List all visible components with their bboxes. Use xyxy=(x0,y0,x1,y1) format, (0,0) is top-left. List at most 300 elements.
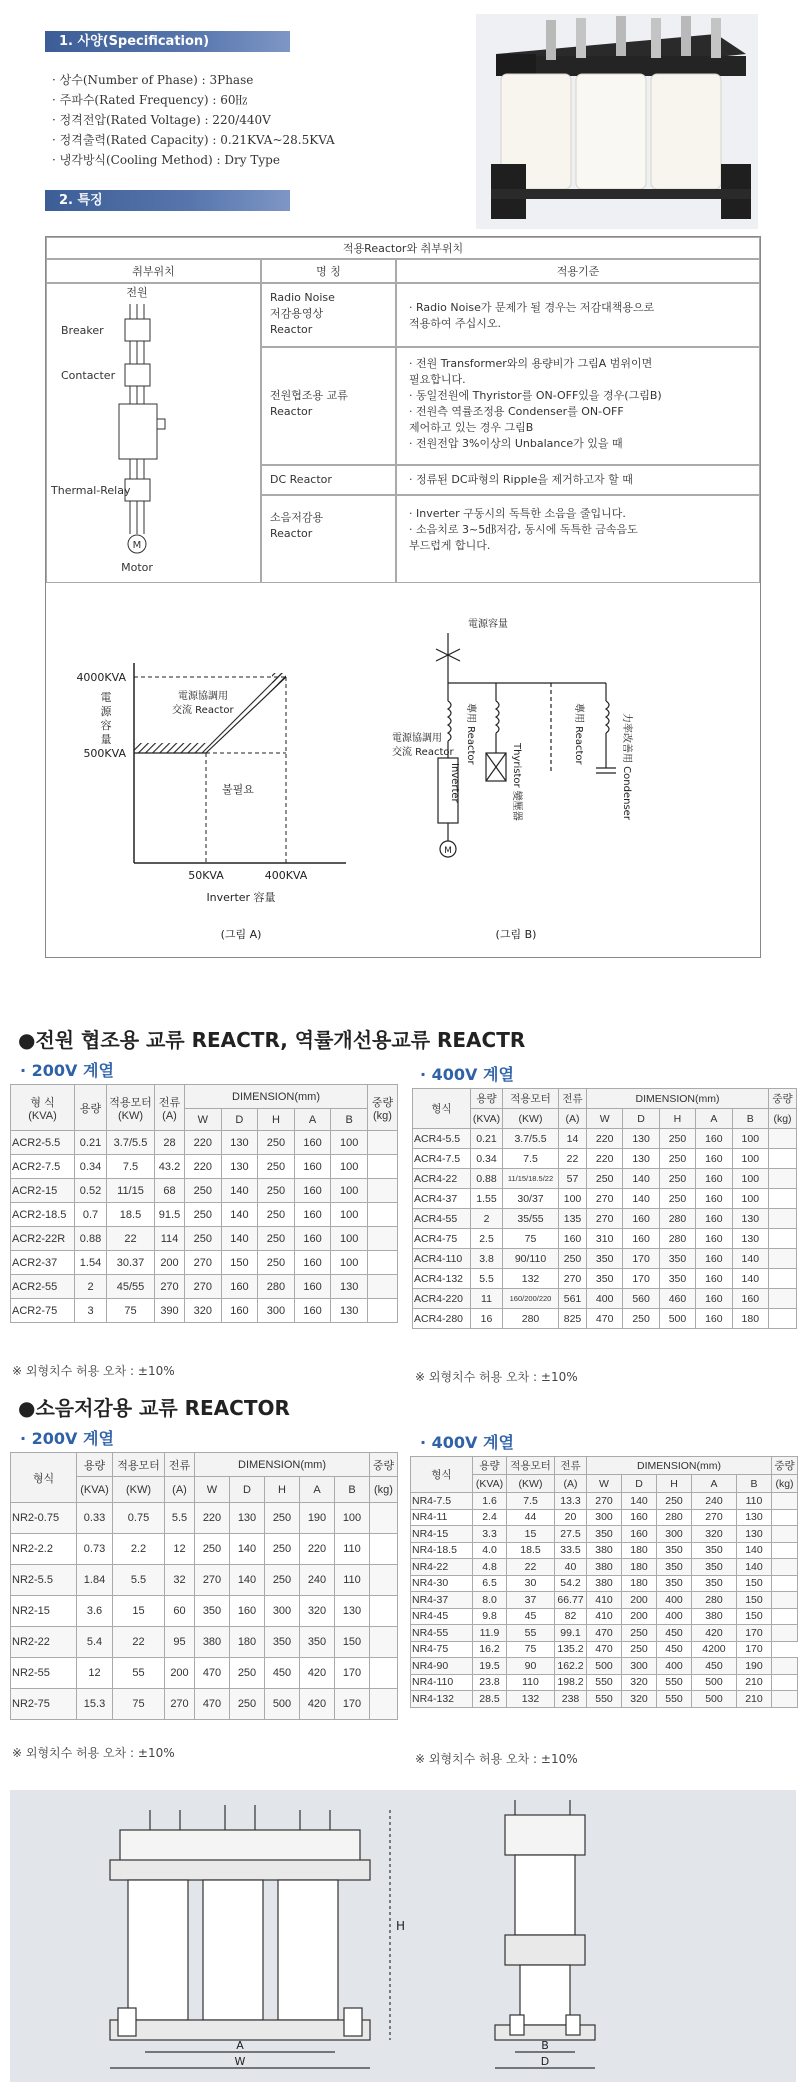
table-cell: ACR4-75 xyxy=(413,1229,471,1249)
table-cell: 160 xyxy=(696,1269,732,1289)
table-cell: 180 xyxy=(230,1627,265,1658)
fig-b-dedicated-1: 專用 Reactor xyxy=(465,703,476,765)
table-cell: 250 xyxy=(622,1625,657,1642)
col-b: B xyxy=(732,1109,768,1129)
circuit-breaker-label: Breaker xyxy=(61,324,104,337)
table-cell: 0.34 xyxy=(75,1155,107,1179)
table-cell: 35/55 xyxy=(503,1209,559,1229)
fig-a-region-none: 불필요 xyxy=(222,783,254,796)
table-cell xyxy=(772,1542,798,1559)
table-cell: 550 xyxy=(587,1674,622,1691)
table-cell: 32 xyxy=(165,1565,195,1596)
criteria-line: · Radio Noise가 문제가 될 경우는 저감대책용으로 xyxy=(409,301,655,314)
features-section-title: 2. 특징 xyxy=(45,190,290,211)
table-cell xyxy=(769,1149,797,1169)
table-cell: 130 xyxy=(335,1596,370,1627)
table-cell: 160 xyxy=(696,1289,732,1309)
table-cell: 110 xyxy=(507,1674,555,1691)
table-cell: 190 xyxy=(736,1658,771,1675)
table-cell: ACR2-7.5 xyxy=(11,1155,75,1179)
table-cell: 270 xyxy=(587,1209,623,1229)
criteria-line: · 전원 Transformer와의 용량비가 그림A 범위이면 xyxy=(409,357,653,370)
fig-b-motor-symbol: M xyxy=(444,846,452,856)
table-cell xyxy=(769,1249,797,1269)
table-cell: 280 xyxy=(503,1309,559,1329)
table-cell: 18.5 xyxy=(107,1203,155,1227)
table-cell: 140 xyxy=(230,1534,265,1565)
table-cell: NR4-45 xyxy=(411,1608,473,1625)
table-cell: 11.9 xyxy=(473,1625,507,1642)
dim-d-label: D xyxy=(540,2055,550,2068)
table-cell xyxy=(769,1269,797,1289)
table-cell: 270 xyxy=(692,1509,737,1526)
table-cell: 180 xyxy=(622,1542,657,1559)
table-cell: 160 xyxy=(294,1203,331,1227)
table-cell: 270 xyxy=(559,1269,587,1289)
table-cell xyxy=(772,1526,798,1543)
table-cell: 1.54 xyxy=(75,1251,107,1275)
table-cell: NR4-37 xyxy=(411,1592,473,1609)
table-cell: 210 xyxy=(736,1674,771,1691)
table-cell xyxy=(370,1627,398,1658)
table-cell: 250 xyxy=(622,1641,657,1658)
fig-b-thyristor: Thyristor 變壓器 xyxy=(511,743,522,821)
table-cell: 30/37 xyxy=(503,1189,559,1209)
col-h: H xyxy=(265,1477,300,1503)
table-cell: 150 xyxy=(736,1592,771,1609)
table-cell: 100 xyxy=(331,1227,368,1251)
table-cell: 410 xyxy=(587,1592,622,1609)
circuit-contacter-label: Contacter xyxy=(61,369,116,382)
table-cell: ACR2-18.5 xyxy=(11,1203,75,1227)
table-cell: 380 xyxy=(587,1559,622,1576)
table-cell: 160/200/220 xyxy=(503,1289,559,1309)
nr-400v-note: ※ 외형치수 허용 오차 : ±10% xyxy=(415,1752,578,1766)
table-cell: 140 xyxy=(732,1269,768,1289)
table-cell: 4.8 xyxy=(473,1559,507,1576)
table-cell: 30.37 xyxy=(107,1251,155,1275)
table-cell: 470 xyxy=(587,1641,622,1658)
table-cell: 250 xyxy=(559,1249,587,1269)
fig-a-caption: (그림 A) xyxy=(220,928,262,941)
table-cell: 250 xyxy=(185,1179,222,1203)
table-cell: 561 xyxy=(559,1289,587,1309)
table-cell: 180 xyxy=(622,1575,657,1592)
table-cell: 270 xyxy=(185,1275,222,1299)
table-cell: ACR4-22 xyxy=(413,1169,471,1189)
table-cell: 45 xyxy=(507,1608,555,1625)
table-cell: 20 xyxy=(555,1509,587,1526)
table-cell: 350 xyxy=(657,1559,692,1576)
table-cell: 0.21 xyxy=(75,1131,107,1155)
name-line: Reactor xyxy=(270,527,313,540)
table-cell: 160 xyxy=(696,1209,732,1229)
table-cell: 0.73 xyxy=(77,1534,113,1565)
acr-400v-sub: · 400V 계열 xyxy=(420,1065,514,1084)
table-cell: 210 xyxy=(736,1691,771,1708)
table-cell: 90/110 xyxy=(503,1249,559,1269)
col-current-unit: (A) xyxy=(559,1109,587,1129)
name-line: 저감용영상 xyxy=(270,307,324,320)
table-cell: 350 xyxy=(587,1526,622,1543)
table-cell: NR4-11 xyxy=(411,1509,473,1526)
table-cell: 350 xyxy=(657,1575,692,1592)
table-cell: 280 xyxy=(659,1229,695,1249)
col-motor-unit: (KW) xyxy=(117,1109,144,1122)
table-cell xyxy=(370,1689,398,1720)
table-cell: 250 xyxy=(659,1189,695,1209)
table-cell: 180 xyxy=(622,1559,657,1576)
table-cell xyxy=(772,1691,798,1708)
table-cell: 270 xyxy=(155,1275,185,1299)
table-cell xyxy=(772,1592,798,1609)
table-cell: 140 xyxy=(623,1169,659,1189)
table-cell: 75 xyxy=(107,1299,155,1323)
figure-a xyxy=(46,583,406,957)
table-cell: 470 xyxy=(587,1309,623,1329)
col-d: D xyxy=(230,1477,265,1503)
table-cell: 100 xyxy=(331,1131,368,1155)
table-cell: 350 xyxy=(300,1627,335,1658)
dim-a-label: A xyxy=(236,2039,244,2052)
table-cell: 130 xyxy=(736,1509,771,1526)
row-noise-name xyxy=(261,495,396,583)
acr-400v-table xyxy=(412,1088,797,1329)
table-cell: 160 xyxy=(623,1209,659,1229)
table-cell xyxy=(769,1169,797,1189)
table-cell: NR2-0.75 xyxy=(11,1503,77,1534)
table-cell: 320 xyxy=(692,1526,737,1543)
table-cell: ACR4-220 xyxy=(413,1289,471,1309)
acr-200v-table xyxy=(10,1084,398,1323)
table-cell: 100 xyxy=(331,1251,368,1275)
spec-phase: · 상수(Number of Phase) : 3Phase xyxy=(52,73,254,87)
table-cell: 110 xyxy=(335,1565,370,1596)
table-row xyxy=(11,1179,398,1203)
table-row xyxy=(11,1203,398,1227)
table-cell: 380 xyxy=(692,1608,737,1625)
table-cell: 1.6 xyxy=(473,1493,507,1510)
table-cell: NR2-75 xyxy=(11,1689,77,1720)
table-cell: NR4-18.5 xyxy=(411,1542,473,1559)
table-cell: 380 xyxy=(587,1575,622,1592)
table-cell: 3.3 xyxy=(473,1526,507,1543)
col-motor: 적용모터 xyxy=(109,1096,152,1109)
table-cell: NR4-110 xyxy=(411,1674,473,1691)
fig-a-x-right: 400KVA xyxy=(264,869,308,882)
table-cell: 170 xyxy=(335,1658,370,1689)
table-cell: 400 xyxy=(657,1658,692,1675)
table-cell: 75 xyxy=(507,1641,555,1658)
table-cell: 220 xyxy=(300,1534,335,1565)
table-cell: 100 xyxy=(331,1179,368,1203)
table-cell: 2.4 xyxy=(473,1509,507,1526)
table-cell: 190 xyxy=(300,1503,335,1534)
spec-cooling: · 냉각방식(Cooling Method) : Dry Type xyxy=(52,153,280,167)
fig-a-region-reactor-2: 交流 Reactor xyxy=(172,705,234,716)
table-cell: 250 xyxy=(659,1169,695,1189)
table-cell: 16.2 xyxy=(473,1641,507,1658)
table-cell: 66.77 xyxy=(555,1592,587,1609)
col-dimension: DIMENSION(mm) xyxy=(587,1089,769,1109)
fig-a-y-mid: 500KVA xyxy=(83,747,126,760)
col-w: W xyxy=(195,1477,230,1503)
table-cell: 310 xyxy=(587,1229,623,1249)
table-cell: 43.2 xyxy=(155,1155,185,1179)
table-cell: 45/55 xyxy=(107,1275,155,1299)
table-cell: 2 xyxy=(75,1275,107,1299)
table-row xyxy=(411,1542,798,1559)
table-cell: 220 xyxy=(185,1155,222,1179)
col-model-unit: (KVA) xyxy=(28,1109,57,1122)
table-cell: NR4-75 xyxy=(411,1641,473,1658)
spec-voltage: · 정격전압(Rated Voltage) : 220/440V xyxy=(52,113,271,127)
table-cell: 100 xyxy=(335,1503,370,1534)
table-cell: 250 xyxy=(657,1493,692,1510)
header-criteria: 적용기준 xyxy=(396,259,760,283)
col-weight: 중량 xyxy=(370,1453,398,1477)
table-cell: 135 xyxy=(559,1209,587,1229)
table-row xyxy=(413,1149,797,1169)
table-cell: 60 xyxy=(165,1596,195,1627)
table-cell xyxy=(368,1131,398,1155)
table-cell: 130 xyxy=(732,1229,768,1249)
row-noise-criteria xyxy=(396,495,760,583)
table-cell: 350 xyxy=(659,1269,695,1289)
table-cell: 27.5 xyxy=(555,1526,587,1543)
table-cell xyxy=(368,1179,398,1203)
col-dimension: DIMENSION(mm) xyxy=(185,1085,368,1109)
table-row xyxy=(411,1592,798,1609)
table-cell: 270 xyxy=(195,1565,230,1596)
fig-a-region-reactor-1: 電源協調用 xyxy=(178,691,228,702)
table-cell xyxy=(370,1658,398,1689)
table-row xyxy=(411,1608,798,1625)
figure-b xyxy=(392,583,760,957)
table-cell: ACR2-37 xyxy=(11,1251,75,1275)
table-row xyxy=(413,1129,797,1149)
table-cell: 160 xyxy=(622,1526,657,1543)
table-cell: 1.55 xyxy=(471,1189,503,1209)
table-cell: 150 xyxy=(335,1627,370,1658)
table-cell: 280 xyxy=(657,1509,692,1526)
table-cell: 390 xyxy=(155,1299,185,1323)
table-cell: 550 xyxy=(657,1674,692,1691)
table-cell: 420 xyxy=(300,1658,335,1689)
table-cell: 0.34 xyxy=(471,1149,503,1169)
col-capacity: 용량 xyxy=(77,1453,113,1477)
table-cell: 350 xyxy=(692,1542,737,1559)
table-cell: 400 xyxy=(657,1592,692,1609)
table-cell: 200 xyxy=(622,1592,657,1609)
table-cell: 7.5 xyxy=(107,1155,155,1179)
table-cell: 380 xyxy=(587,1542,622,1559)
table-cell: 22 xyxy=(107,1227,155,1251)
table-cell: 140 xyxy=(221,1179,258,1203)
table-cell: 5.5 xyxy=(165,1503,195,1534)
table-cell: NR4-90 xyxy=(411,1658,473,1675)
table-cell xyxy=(368,1299,398,1323)
table-cell: 280 xyxy=(692,1592,737,1609)
table-cell: 12 xyxy=(77,1658,113,1689)
table-cell: 130 xyxy=(331,1299,368,1323)
table-cell: 350 xyxy=(659,1249,695,1269)
table-row xyxy=(411,1691,798,1708)
table-row xyxy=(413,1229,797,1249)
table-cell: 220 xyxy=(587,1129,623,1149)
col-h: H xyxy=(657,1475,692,1493)
table-cell: 450 xyxy=(657,1641,692,1658)
table-cell: 250 xyxy=(230,1689,265,1720)
col-b: B xyxy=(335,1477,370,1503)
nr-200v-sub: · 200V 계열 xyxy=(20,1429,114,1448)
table-cell: 130 xyxy=(230,1503,265,1534)
table-cell: 460 xyxy=(659,1289,695,1309)
table-row xyxy=(11,1275,398,1299)
table-row xyxy=(411,1493,798,1510)
table-cell: 350 xyxy=(692,1559,737,1576)
table-cell: 130 xyxy=(623,1129,659,1149)
name-line: Reactor xyxy=(270,323,313,336)
table-cell: 350 xyxy=(692,1575,737,1592)
table-cell: 238 xyxy=(555,1691,587,1708)
table-cell: 350 xyxy=(657,1542,692,1559)
row-power-coord-name xyxy=(261,347,396,465)
col-capacity-unit: (KVA) xyxy=(473,1475,507,1493)
table-cell: 160 xyxy=(294,1155,331,1179)
table-cell: 250 xyxy=(623,1309,659,1329)
table-cell: 160 xyxy=(623,1229,659,1249)
table-cell: 160 xyxy=(696,1309,732,1329)
table-cell: 114 xyxy=(155,1227,185,1251)
col-d: D xyxy=(221,1109,258,1131)
table-cell xyxy=(370,1565,398,1596)
table-cell: 240 xyxy=(692,1493,737,1510)
spec-capacity: · 정격출력(Rated Capacity) : 0.21KVA~28.5KVA xyxy=(52,133,335,147)
fig-a-ylabel-4: 量 xyxy=(100,733,112,746)
table-cell: 160 xyxy=(696,1129,732,1149)
table-cell: NR2-55 xyxy=(11,1658,77,1689)
criteria-line: 적용하여 주십시오. xyxy=(409,317,502,330)
table-cell: 4200 xyxy=(692,1641,737,1658)
name-line: Reactor xyxy=(270,405,313,418)
table-cell: 200 xyxy=(622,1608,657,1625)
table-cell: 470 xyxy=(195,1689,230,1720)
col-weight-unit: (kg) xyxy=(769,1109,797,1129)
table-row xyxy=(413,1209,797,1229)
table-cell: 170 xyxy=(623,1249,659,1269)
table-row xyxy=(11,1299,398,1323)
table-cell: 11/15/18.5/22 xyxy=(503,1169,559,1189)
table-cell: 11 xyxy=(471,1289,503,1309)
table-cell: NR2-5.5 xyxy=(11,1565,77,1596)
table-cell: ACR4-280 xyxy=(413,1309,471,1329)
table-cell: NR4-7.5 xyxy=(411,1493,473,1510)
name-line: 소음저감용 xyxy=(270,511,324,524)
table-cell: 160 xyxy=(559,1229,587,1249)
table-row xyxy=(11,1227,398,1251)
table-cell: 75 xyxy=(503,1229,559,1249)
table-cell: 7.5 xyxy=(507,1493,555,1510)
table-cell: 250 xyxy=(587,1169,623,1189)
table-cell xyxy=(769,1309,797,1329)
nr-400v-sub: · 400V 계열 xyxy=(420,1433,514,1452)
table-cell: 420 xyxy=(300,1689,335,1720)
table-cell: NR2-22 xyxy=(11,1627,77,1658)
table-cell: 5.4 xyxy=(77,1627,113,1658)
table-cell xyxy=(368,1203,398,1227)
table-cell: 37 xyxy=(507,1592,555,1609)
table-cell: 110 xyxy=(335,1534,370,1565)
col-capacity: 용량 xyxy=(473,1457,507,1475)
table-cell: 350 xyxy=(587,1249,623,1269)
table-cell: 100 xyxy=(732,1129,768,1149)
row-radio-noise-criteria xyxy=(396,283,760,347)
header-position: 취부위치 xyxy=(46,259,261,283)
fig-b-caption: (그림 B) xyxy=(495,928,537,941)
table-cell: 11/15 xyxy=(107,1179,155,1203)
table-cell xyxy=(368,1275,398,1299)
table-cell xyxy=(772,1658,798,1675)
table-cell: 320 xyxy=(185,1299,222,1323)
col-current: 전류 xyxy=(158,1096,181,1109)
table-row xyxy=(413,1289,797,1309)
col-model: 형식 xyxy=(413,1089,471,1129)
table-cell xyxy=(368,1155,398,1179)
table-cell: 220 xyxy=(185,1131,222,1155)
col-capacity: 용량 xyxy=(471,1089,503,1109)
table-cell: 250 xyxy=(185,1227,222,1251)
table-cell: 160 xyxy=(294,1131,331,1155)
table-cell: 130 xyxy=(221,1131,258,1155)
table-cell: 450 xyxy=(692,1658,737,1675)
table-cell: 23.8 xyxy=(473,1674,507,1691)
criteria-line: · 정류된 DC파형의 Ripple을 제거하고자 할 때 xyxy=(409,473,633,486)
row-power-coord-criteria xyxy=(396,347,760,465)
table-cell: 280 xyxy=(258,1275,295,1299)
table-cell: 2.2 xyxy=(113,1534,165,1565)
table-cell: 3.7/5.5 xyxy=(107,1131,155,1155)
table-cell: 68 xyxy=(155,1179,185,1203)
acr-400v-note: ※ 외형치수 허용 오차 : ±10% xyxy=(415,1370,578,1384)
reactor-product-photo xyxy=(476,14,758,229)
fig-a-xlabel: Inverter 容量 xyxy=(206,891,276,904)
table-cell: 198.2 xyxy=(555,1674,587,1691)
nr-200v-table xyxy=(10,1452,398,1720)
table-row xyxy=(413,1249,797,1269)
table-cell: 2.5 xyxy=(471,1229,503,1249)
table-cell: 500 xyxy=(659,1309,695,1329)
col-current-unit: (A) xyxy=(555,1475,587,1493)
table-cell: 410 xyxy=(587,1608,622,1625)
spec-list xyxy=(52,70,335,170)
table-cell: 300 xyxy=(258,1299,295,1323)
fig-b-top-label: 電源容量 xyxy=(468,619,508,630)
table-cell: 110 xyxy=(736,1493,771,1510)
table-cell: 100 xyxy=(331,1155,368,1179)
table-cell xyxy=(370,1596,398,1627)
col-dimension: DIMENSION(mm) xyxy=(587,1457,772,1475)
col-motor-unit: (KW) xyxy=(113,1477,165,1503)
col-a: A xyxy=(294,1109,331,1131)
table-cell: 500 xyxy=(692,1674,737,1691)
col-capacity-unit: (KVA) xyxy=(471,1109,503,1129)
table-cell: NR4-15 xyxy=(411,1526,473,1543)
table-cell xyxy=(370,1534,398,1565)
table-cell: 160 xyxy=(294,1179,331,1203)
table-cell: NR2-15 xyxy=(11,1596,77,1627)
table-cell: 350 xyxy=(587,1269,623,1289)
